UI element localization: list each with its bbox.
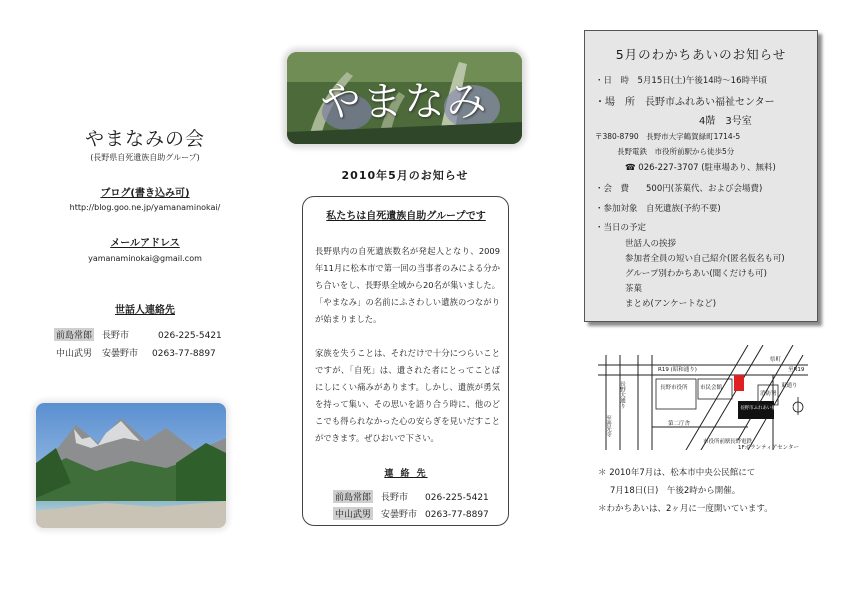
map-city-hall: 長野市役所 bbox=[660, 385, 688, 391]
contact-heading: 連 絡 先 bbox=[384, 469, 428, 479]
map-station: 市役所前駅 bbox=[703, 439, 731, 445]
meeting-target: ・参加対象 自死遺族(予約不要) bbox=[595, 204, 721, 214]
mail-address[interactable]: yamanaminokai@gmail.com bbox=[88, 254, 202, 263]
contact-row bbox=[54, 328, 222, 341]
schedule-item: 世話人の挨拶 bbox=[625, 239, 677, 249]
map-nagano-st: 長野大通り bbox=[619, 381, 625, 409]
schedule-item: 茶菓 bbox=[625, 284, 643, 294]
blog-url[interactable]: http://blog.goo.ne.jp/yamanaminokai/ bbox=[69, 203, 221, 212]
contact-row bbox=[333, 490, 489, 503]
contact-row bbox=[54, 346, 216, 359]
meeting-info-box bbox=[584, 30, 818, 322]
intro-paragraph-2: 家族を失うことは、それだけで十分につらいことですが、「自死」は、遺された者にとってことばにしにくい痛みがあります。しかし、遺族が勇気を持って集い、その思いを語り合う時に、他のどこでも得られなかった心の安らぎを見いだすことができます。ぜひおいで下さい。 bbox=[315, 348, 500, 443]
destination-marker bbox=[734, 375, 744, 391]
map-volunteer: 1Fボランティアセンター bbox=[738, 445, 799, 450]
blog-heading: ブログ(書き込み可) bbox=[100, 188, 190, 199]
meeting-title: 5月のわかちあいのお知らせ bbox=[615, 47, 787, 62]
map-police: 消防署 bbox=[760, 391, 777, 397]
map-kenmachi: 県町 bbox=[770, 357, 782, 363]
intro-heading: 私たちは自死遺族自助グループです bbox=[326, 211, 486, 222]
meeting-place: ・場 所 長野市ふれあい福祉センター bbox=[595, 97, 775, 108]
banner-image bbox=[287, 52, 522, 144]
meeting-phone: ☎ 026-227-3707 (駐車場あり、無料) bbox=[625, 163, 776, 173]
note-line: ＊わかちあいは、2ヶ月に一度開いています。 bbox=[598, 504, 773, 514]
intro-box bbox=[302, 196, 509, 526]
map-dentetsu: 長野電鉄 bbox=[730, 439, 753, 445]
month-notice: 2010年5月のお知らせ bbox=[341, 169, 469, 182]
contact-name: 前島常郎 bbox=[54, 328, 94, 341]
contact-city: 安曇野市 bbox=[102, 349, 139, 359]
meeting-floor: 4階 3号室 bbox=[699, 116, 752, 127]
contact-name: 中山武男 bbox=[333, 507, 373, 520]
map-second-hall: 第二庁舎 bbox=[668, 421, 691, 427]
contact-tel: 026-225-5421 bbox=[158, 331, 222, 341]
meeting-address: 〒380-8790 長野市大字鶴賀緑町1714-5 bbox=[595, 132, 741, 141]
contact-city: 長野市 bbox=[381, 493, 409, 503]
contact-name: 中山武男 bbox=[56, 349, 93, 359]
schedule-item: グループ別わかちあい(聞くだけも可) bbox=[625, 269, 767, 279]
note-line: ＊ 2010年7月は、松本市中央公民館にて bbox=[598, 468, 756, 478]
city-hall-building bbox=[656, 379, 696, 409]
mountain-photo bbox=[36, 403, 226, 528]
org-name: やまなみの会 bbox=[84, 128, 205, 150]
map-route19b: 至R19 bbox=[788, 367, 805, 373]
map-center-label: 長野市ふれあい福祉センター bbox=[740, 406, 799, 411]
map-higashi: 東通り bbox=[781, 383, 798, 389]
contact-row bbox=[333, 507, 489, 520]
contact-heading: 世話人連絡先 bbox=[115, 305, 175, 316]
schedule-item: まとめ(アンケートなど) bbox=[625, 299, 717, 309]
contact-name: 前島常郎 bbox=[333, 490, 373, 503]
mail-heading: メールアドレス bbox=[110, 238, 180, 249]
meeting-fee: ・会 費 500円(茶菓代、および会場費) bbox=[595, 184, 763, 194]
map-civic-hall: 市民会館 bbox=[700, 385, 723, 391]
org-subtitle: (長野県自死遺族自助グループ) bbox=[90, 153, 200, 162]
contact-tel: 026-225-5421 bbox=[425, 493, 489, 503]
schedule-item: 参加者全員の短い自己紹介(匿名仮名も可) bbox=[625, 254, 785, 264]
access-map bbox=[598, 345, 808, 450]
intro-paragraph-1: 長野県内の自死遺族数名が発起人となり、2009年11月に松本市で第一回の当事者のみによる分かち合いをし、長野県全域から20名が集いました。「やまなみ」の名前にふさわしい遺族のつながりが始まりました。 bbox=[315, 246, 500, 324]
note-line: 7月18日(日) 午後2時から開催。 bbox=[610, 486, 741, 496]
contact-city: 安曇野市 bbox=[381, 510, 418, 520]
contact-tel: 0263-77-8897 bbox=[152, 349, 216, 359]
map-route19: R19 (昭和通り) bbox=[658, 367, 697, 373]
contact-city: 長野市 bbox=[102, 331, 130, 341]
meeting-date: ・日 時 5月15日(土)午後14時〜16時半頃 bbox=[595, 76, 767, 86]
map-kaizen: 至善光寺 bbox=[605, 415, 611, 437]
schedule-heading: ・当日の予定 bbox=[595, 223, 647, 233]
banner-title: やまなみ bbox=[320, 79, 489, 125]
contact-tel: 0263-77-8897 bbox=[425, 510, 489, 520]
meeting-access: 長野電鉄 市役所前駅から徒歩5分 bbox=[617, 147, 735, 156]
